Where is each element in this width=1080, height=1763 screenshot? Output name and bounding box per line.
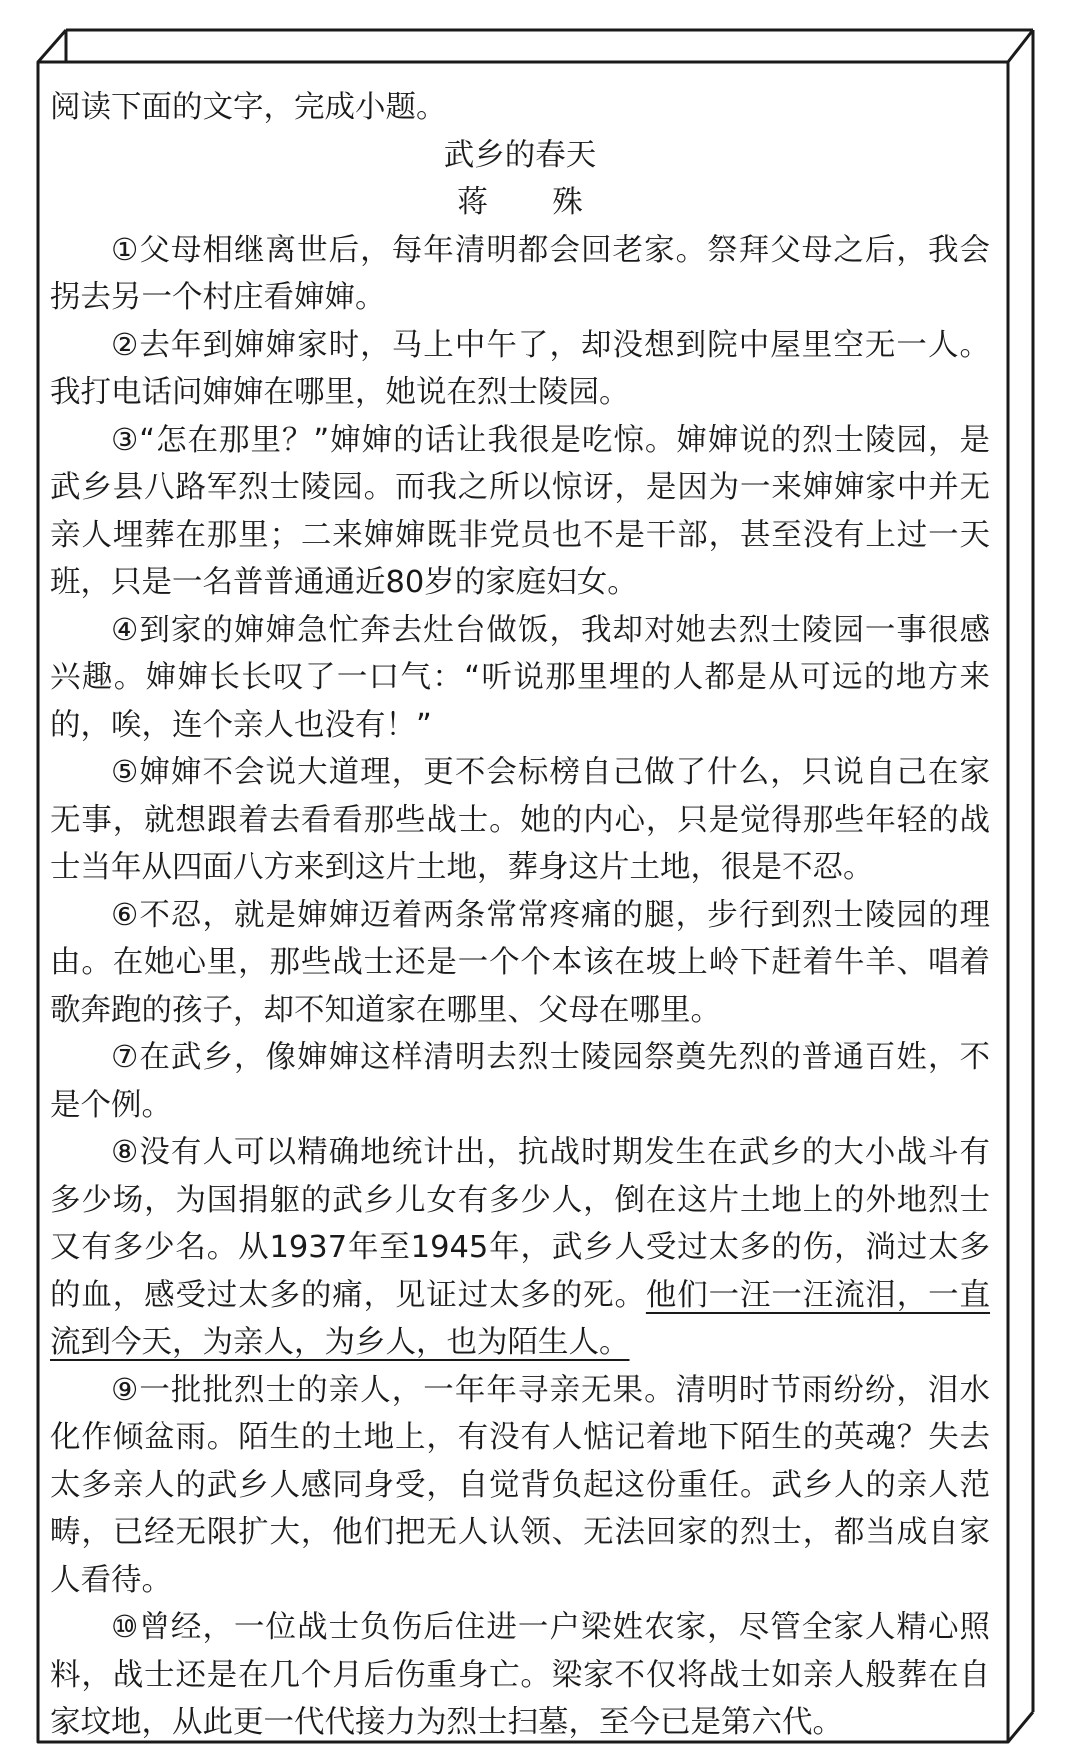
- passage-title: 武乡的春天: [443, 137, 597, 173]
- question-instruction: 阅读下面的文字，完成小题。: [50, 90, 447, 125]
- paragraph-2: ②去年到婶婶家时，马上中午了，却没想到院中屋里空无一人。我打电话问婶婶在哪里，她说在烈士陵园。: [50, 327, 990, 410]
- paragraph-7: ⑦在武乡，像婶婶这样清明去烈士陵园祭奠先烈的普通百姓，不是个例。: [50, 1040, 990, 1123]
- paragraph-10: ⑩曾经，一位战士负伤后住进一户梁姓农家，尽管全家人精心照料，战士还是在几个月后伤重身亡。梁家不仅将战士如亲人般葬在自家坟地，从此更一代代接力为烈士扫墓，至今已是第六代。: [50, 1610, 990, 1740]
- underlined-sentence: 他们一汪一汪流泪，一直流到今天，为亲人，为乡人，也为陌生人。: [50, 1277, 991, 1360]
- paragraph-4: ④到家的婶婶急忙奔去灶台做饭，我却对她去烈士陵园一事很感兴趣。婶婶长长叹了一口气：“听说那里埋的人都是从可远的地方来的，唉，连个亲人也没有！”: [50, 612, 990, 743]
- paragraph-6: ⑥不忍，就是婶婶迈着两条常常疼痛的腿，步行到烈士陵园的理由。在她心里，那些战士还是一个个本该在坡上岭下赶着牛羊、唱着歌奔跑的孩子，却不知道家在哪里、父母在哪里。: [50, 897, 990, 1028]
- passage-author: 蒋 殊: [457, 185, 611, 220]
- paragraph-1: ①父母相继离世后，每年清明都会回老家。祭拜父母之后，我会拐去另一个村庄看婶婶。: [50, 232, 990, 315]
- paragraph-5: ⑤婶婶不会说大道理，更不会标榜自己做了什么，只说自己在家无事，就想跟着去看看那些战士。她的内心，只是觉得那些年轻的战士当年从四面八方来到这片土地，葬身这片土地，很是不忍。: [50, 755, 990, 885]
- reading-passage: [50, 84, 990, 1742]
- paragraph-9: ⑨一批批烈士的亲人，一年年寻亲无果。清明时节雨纷纷，泪水化作倾盆雨。陌生的土地上，有没有人惦记着地下陌生的英魂？失去太多亲人的武乡人感同身受，自觉背负起这份重任。武乡人的亲人范畴，已经无限扩大，他们把无人认领、无法回家的烈士，都当成自家人看待。: [50, 1372, 990, 1598]
- paragraph-3: ③“怎在那里？”婶婶的话让我很是吃惊。婶婶说的烈士陵园，是武乡县八路军烈士陵园。而我之所以惊讶，是因为一来婶婶家中并无亲人埋葬在那里；二来婶婶既非党员也不是干部，甚至没有上过一天班，只是一名普普通通近80岁的家庭妇女。: [50, 422, 990, 600]
- document-page: [38, 62, 1008, 1742]
- paragraph-8: [50, 1129, 990, 1367]
- paragraph-8-text: ⑧没有人可以精确地统计出，抗战时期发生在武乡的大小战斗有多少场，为国捐躯的武乡儿女有多少人，倒在这片土地上的外地烈士又有多少名。从1937年至1945年，武乡人受过太多的伤，淌过太多的血，感受过太多的痛，见证过太多的死。: [50, 1135, 990, 1313]
